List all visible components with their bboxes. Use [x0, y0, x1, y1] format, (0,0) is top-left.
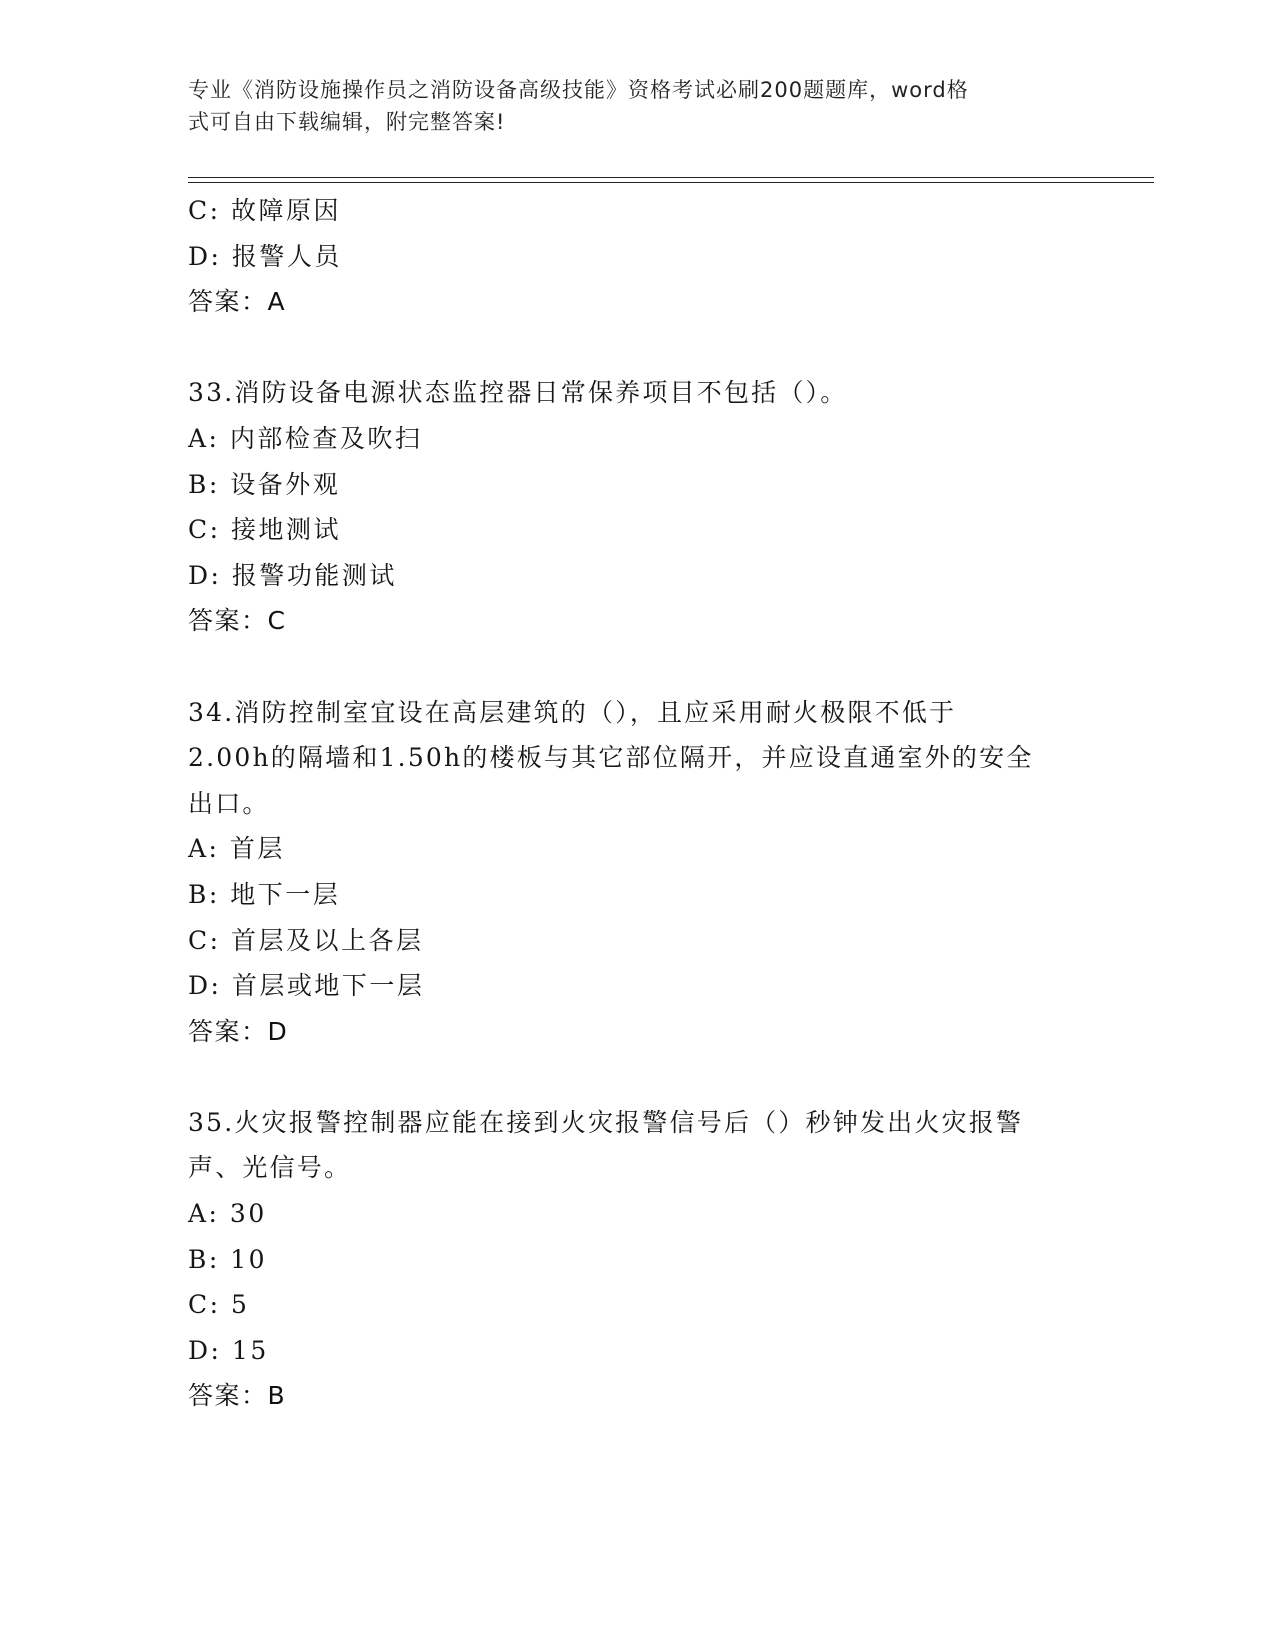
- question-stem-line-2: 声、光信号。: [188, 1153, 352, 1183]
- question-34: [188, 690, 1088, 1055]
- option-c: C: 故障原因: [188, 196, 341, 225]
- option-c: C: 首层及以上各层: [188, 925, 424, 955]
- header-divider-top: [188, 177, 1154, 178]
- header-line-1: 专业《消防设施操作员之消防设备高级技能》资格考试必刷200题题库，word格: [188, 78, 969, 102]
- option-b: B: 10: [188, 1244, 268, 1274]
- answer-line: 答案：D: [188, 1016, 289, 1046]
- option-d: D: 15: [188, 1335, 269, 1365]
- option-b: B: 地下一层: [188, 879, 341, 909]
- question-33: [188, 370, 1088, 644]
- question-stem-line-3: 出口。: [188, 788, 270, 818]
- answer-line: 答案：A: [188, 287, 287, 317]
- option-a: A: 首层: [188, 834, 285, 864]
- question-stem-line-1: 35.火灾报警控制器应能在接到火灾报警信号后（）秒钟发出火灾报警: [188, 1107, 1024, 1137]
- option-c: C: 5: [188, 1290, 250, 1320]
- document-header: [188, 74, 1068, 138]
- option-a: A: 30: [188, 1199, 267, 1229]
- question-stem: 33.消防设备电源状态监控器日常保养项目不包括（）。: [188, 378, 848, 408]
- question-list: [188, 188, 1088, 1419]
- option-c: C: 接地测试: [188, 515, 341, 545]
- option-d: D: 报警功能测试: [188, 560, 397, 590]
- answer-line: 答案：C: [188, 606, 287, 636]
- question-stem-line-2: 2.00h的隔墙和1.50h的楼板与其它部位隔开，并应设直通室外的安全: [188, 743, 1034, 773]
- answer-line: 答案：B: [188, 1381, 287, 1411]
- question-32-tail: [188, 188, 1088, 325]
- spacer: [188, 644, 1088, 690]
- option-b: B: 设备外观: [188, 469, 341, 499]
- question-35: [188, 1100, 1088, 1419]
- option-a: A: 内部检查及吹扫: [188, 423, 423, 453]
- question-stem-line-1: 34.消防控制室宜设在高层建筑的（），且应采用耐火极限不低于: [188, 697, 957, 727]
- header-divider-bottom: [188, 182, 1154, 183]
- option-d: D: 首层或地下一层: [188, 971, 425, 1001]
- option-d: D: 报警人员: [188, 241, 342, 271]
- spacer: [188, 325, 1088, 371]
- spacer: [188, 1054, 1088, 1100]
- header-line-2: 式可自由下载编辑，附完整答案!: [188, 110, 506, 134]
